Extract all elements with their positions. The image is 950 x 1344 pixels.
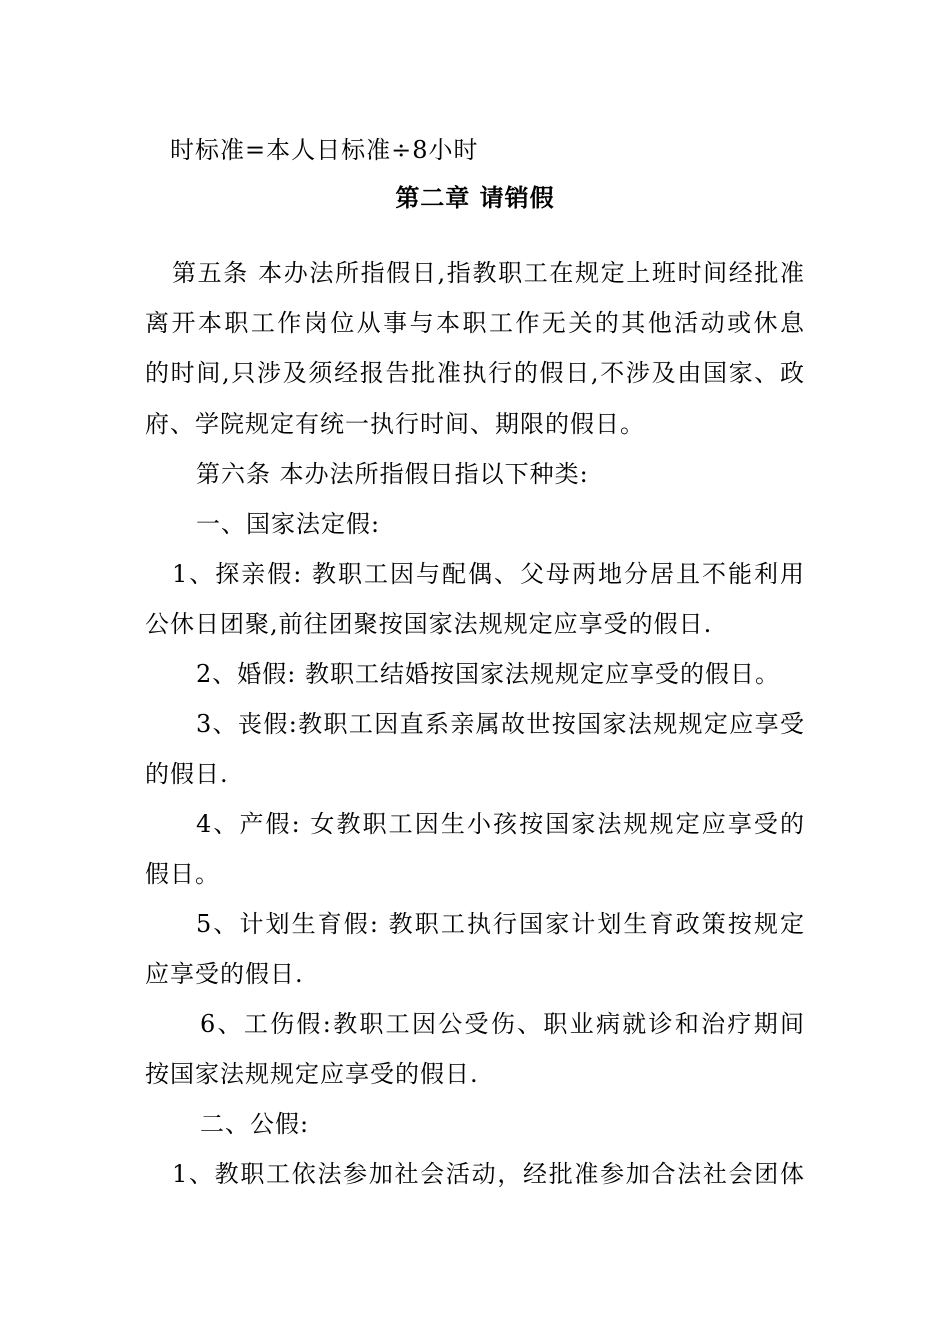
- article-5-line-2: 离开本职工作岗位从事与本职工作无关的其他活动或休息: [145, 309, 805, 337]
- item-5-line-2: 应享受的假日.: [145, 960, 304, 988]
- item-1-line-1: 1、探亲假: 教职工因与配偶、父母两地分居且不能利用: [172, 560, 805, 588]
- item-2-line-1: 2、婚假: 教职工结婚按国家法规规定应享受的假日。: [196, 660, 780, 688]
- public-leave-item-1-line-1: 1、教职工依法参加社会活动，经批准参加合法社会团体: [172, 1160, 805, 1188]
- article-5-line-1: 第五条 本办法所指假日,指教职工在规定上班时间经批准: [172, 259, 805, 287]
- article-6-heading: 第六条 本办法所指假日指以下种类:: [196, 460, 589, 488]
- item-6-line-1: 6、工伤假:教职工因公受伤、职业病就诊和治疗期间: [200, 1010, 805, 1038]
- item-6-line-2: 按国家法规规定应享受的假日.: [145, 1060, 479, 1088]
- section-2-heading: 二、公假:: [200, 1110, 310, 1138]
- chapter-heading: 第二章 请销假: [395, 183, 555, 212]
- item-5-line-1: 5、计划生育假: 教职工执行国家计划生育政策按规定: [196, 910, 805, 938]
- text-line-1: 时标准=本人日标准÷8小时: [170, 136, 479, 164]
- item-3-line-1: 3、丧假:教职工因直系亲属故世按国家法规规定应享受: [196, 710, 805, 738]
- article-5-line-3: 的时间,只涉及须经报告批准执行的假日,不涉及由国家、政: [145, 359, 805, 387]
- item-3-line-2: 的假日.: [145, 760, 229, 788]
- item-1-line-2: 公休日团聚,前往团聚按国家法规规定应享受的假日.: [145, 610, 713, 638]
- article-5-line-4: 府、学院规定有统一执行时间、期限的假日。: [145, 410, 645, 438]
- section-1-heading: 一、国家法定假:: [196, 510, 381, 538]
- item-4-line-2: 假日。: [145, 860, 220, 888]
- item-4-line-1: 4、产假: 女教职工因生小孩按国家法规规定应享受的: [196, 810, 805, 838]
